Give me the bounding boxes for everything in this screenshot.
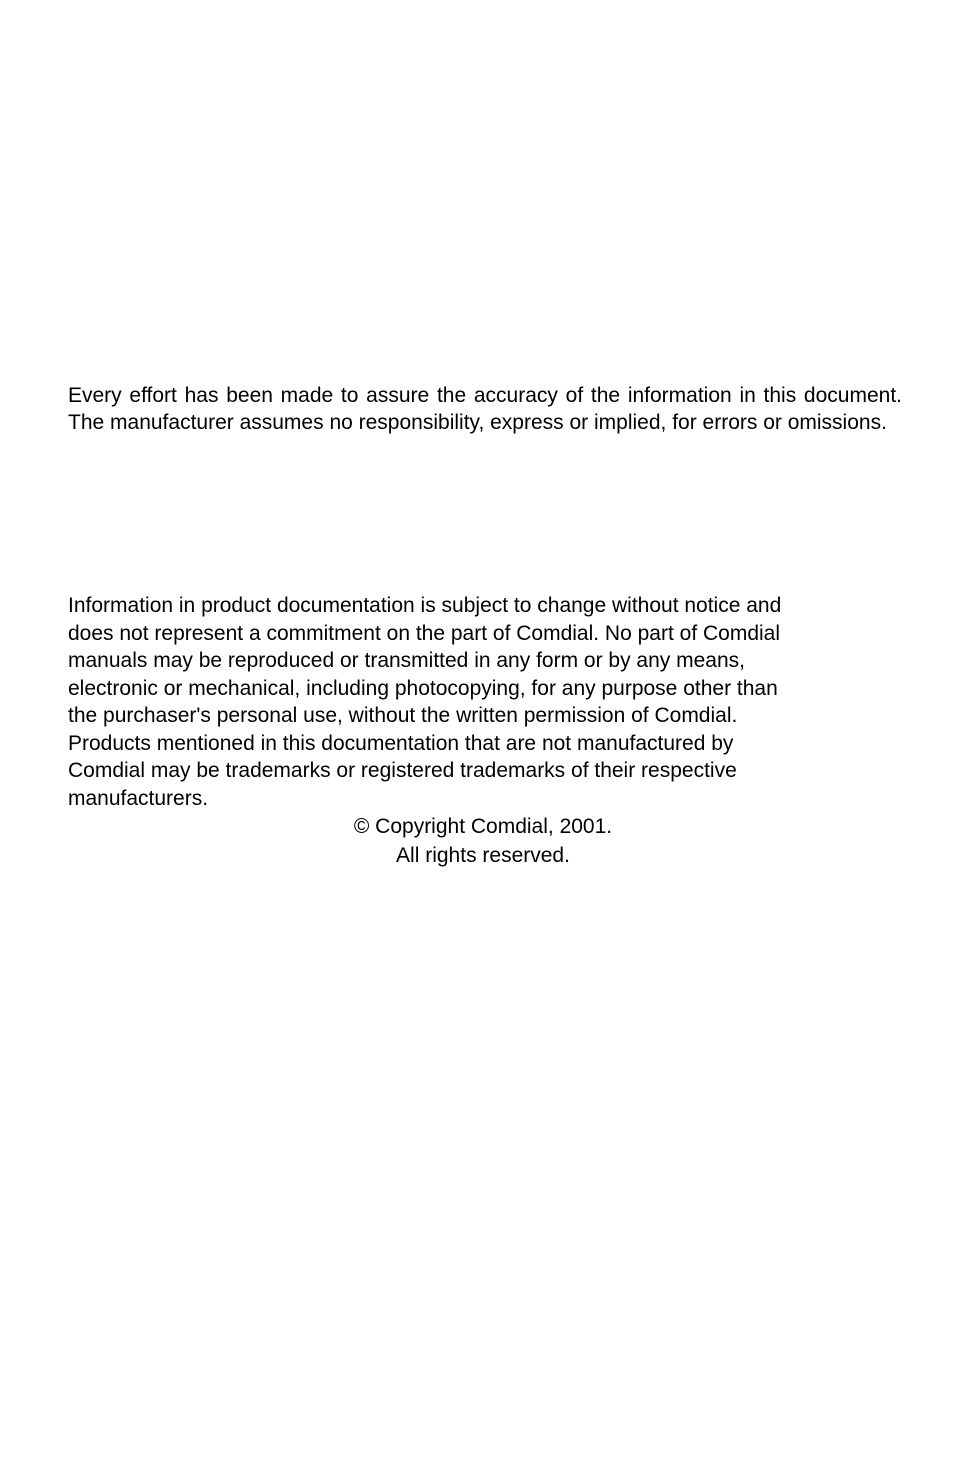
notice-line: the purchaser's personal use, without the written permission of Comdial. (68, 704, 738, 727)
rights-reserved-line: All rights reserved. (396, 844, 570, 867)
notice-line: Information in product documentation is subject to change without notice and (68, 594, 782, 617)
notice-line: electronic or mechanical, including photocopying, for any purpose other than (68, 676, 778, 700)
notice-line: Products mentioned in this documentation that are not manufactured by (68, 731, 734, 755)
accuracy-disclaimer-paragraph: Every effort has been made to assure the accuracy of the information in this document. The manufacturer assumes no responsibility, express or implied, for errors or omissions. (68, 384, 902, 434)
notice-line: Comdial may be trademarks or registered trademarks of their respective (68, 759, 737, 782)
copyright-block (68, 812, 898, 870)
copyright-line: © Copyright Comdial, 2001. (353, 815, 613, 838)
notice-line: manuals may be reproduced or transmitted in any form or by any means, (68, 649, 745, 672)
notice-line: does not represent a commitment on the part of Comdial. No part of Comdial (68, 621, 781, 645)
notice-line: manufacturers. (68, 786, 209, 810)
documentation-notice-paragraph (68, 592, 902, 812)
